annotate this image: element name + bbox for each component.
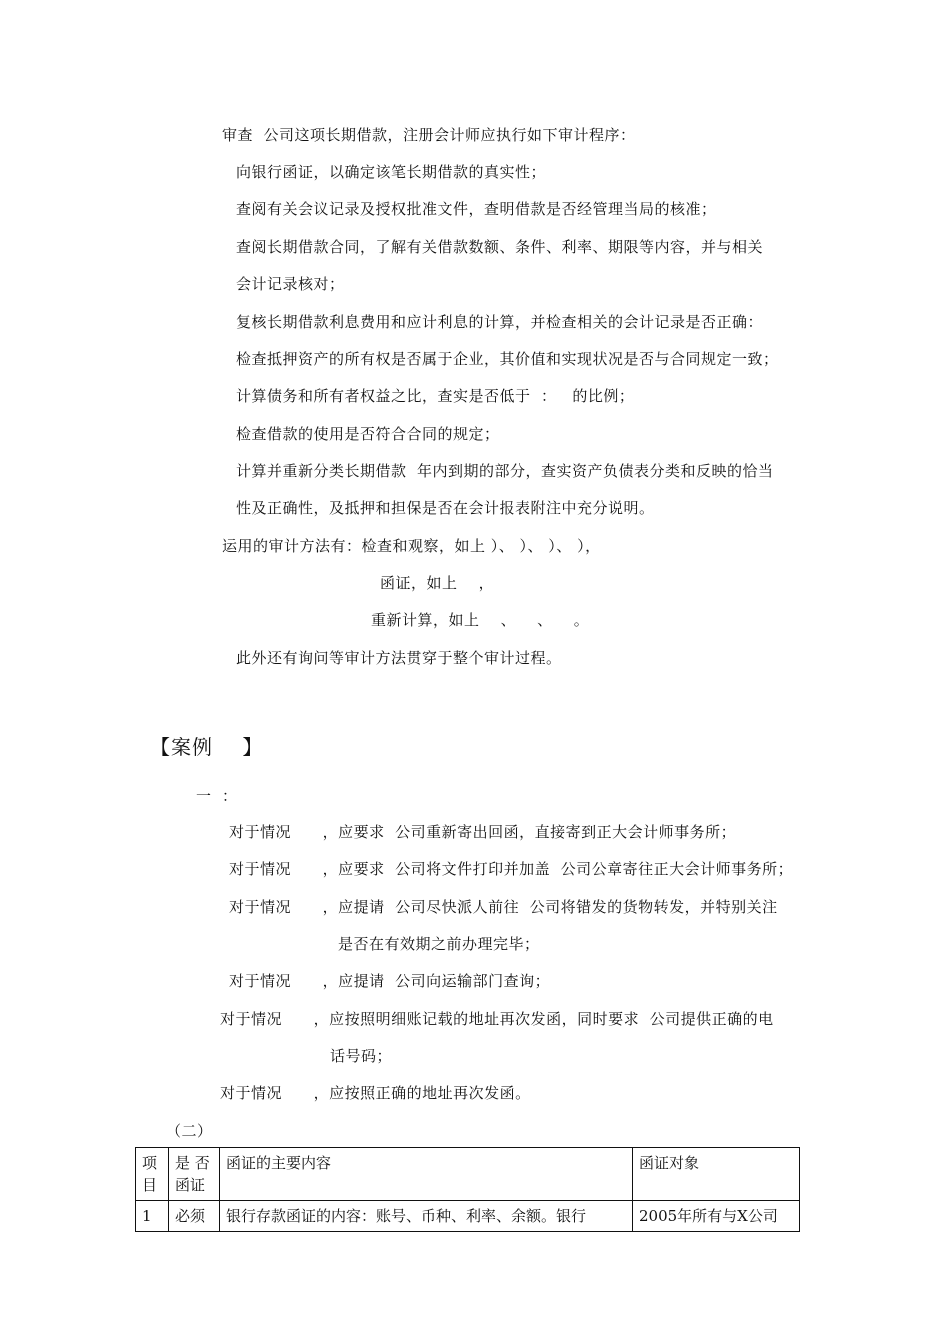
- row-1-confirm: 必须: [169, 1201, 220, 1232]
- procedure-item-5: 检查抵押资产的所有权是否属于企业，其价值和实现状况是否与合同规定一致；: [236, 350, 779, 368]
- case-heading: 【案例 】: [150, 735, 264, 759]
- case-line-6: 对于情况 ，应按照正确的地址再次发函。: [220, 1084, 531, 1102]
- closing-line: 此外还有询问等审计方法贯穿于整个审计过程。: [236, 649, 562, 667]
- header-confirm: [169, 1148, 220, 1201]
- procedure-item-4: 复核长期借款利息费用和应计利息的计算，并检查相关的会计记录是否正确：: [236, 313, 764, 331]
- methods-line-2: 函证，如上 ，: [380, 574, 495, 592]
- header-item-line2: 目: [142, 1176, 158, 1194]
- procedure-item-8-cont: 性及正确性，及抵押和担保是否在会计报表附注中充分说明。: [236, 499, 655, 517]
- procedure-item-2: 查阅有关会议记录及授权批准文件，查明借款是否经管理当局的核准；: [236, 200, 717, 218]
- case-line-3-cont: 是否在有效期之前办理完毕；: [338, 935, 540, 953]
- row-1-content: 银行存款函证的内容：账号、币种、利率、余额。银行: [220, 1201, 633, 1232]
- table-row: [136, 1201, 800, 1232]
- table-header-row: [136, 1148, 800, 1201]
- header-confirm-line2: 函证: [175, 1176, 206, 1194]
- intro-line: 审查 公司这项长期借款，注册会计师应执行如下审计程序：: [222, 126, 636, 144]
- header-target: 函证对象: [633, 1148, 800, 1201]
- procedure-item-1: 向银行函证，以确定该笔长期借款的真实性；: [236, 163, 547, 181]
- procedure-item-6: 计算债务和所有者权益之比，查实是否低于 ： 的比例；: [236, 387, 635, 405]
- row-1-item: 1: [136, 1201, 169, 1232]
- procedure-item-3-cont: 会计记录核对；: [236, 275, 345, 293]
- procedure-item-7: 检查借款的使用是否符合合同的规定；: [236, 425, 500, 443]
- procedure-item-3: 查阅长期借款合同，了解有关借款数额、条件、利率、期限等内容，并与相关: [236, 238, 764, 256]
- header-item-line1: 项: [142, 1154, 158, 1172]
- methods-line-1: 运用的审计方法有：检查和观察，如上 ）、 ）、 ）、 ），: [222, 537, 601, 555]
- case-line-2: 对于情况 ，应要求 公司将文件打印并加盖 公司公章寄往正大会计师事务所；: [229, 860, 794, 878]
- case-line-5-cont: 话号码；: [330, 1047, 393, 1065]
- part1-label: 一 ：: [196, 787, 238, 805]
- procedure-item-8: 计算并重新分类长期借款 年内到期的部分，查实资产负债表分类和反映的恰当: [236, 462, 774, 480]
- case-line-3: 对于情况 ，应提请 公司尽快派人前往 公司将错发的货物转发，并特别关注: [229, 898, 778, 916]
- row-1-target: 2005年所有与X公司: [633, 1201, 800, 1232]
- case-line-5: 对于情况 ，应按照明细账记载的地址再次发函，同时要求 公司提供正确的电: [220, 1010, 774, 1028]
- header-confirm-line1: 是 否: [175, 1154, 210, 1172]
- case-line-1: 对于情况 ，应要求 公司重新寄出回函，直接寄到正大会计师事务所；: [229, 823, 737, 841]
- part2-label: （二）: [166, 1122, 213, 1140]
- methods-line-3: 重新计算，如上 、 、 。: [371, 611, 590, 629]
- header-content: 函证的主要内容: [220, 1148, 633, 1201]
- header-item: [136, 1148, 169, 1201]
- case-line-4: 对于情况 ，应提请 公司向运输部门查询；: [229, 972, 551, 990]
- confirmation-table: [135, 1147, 800, 1232]
